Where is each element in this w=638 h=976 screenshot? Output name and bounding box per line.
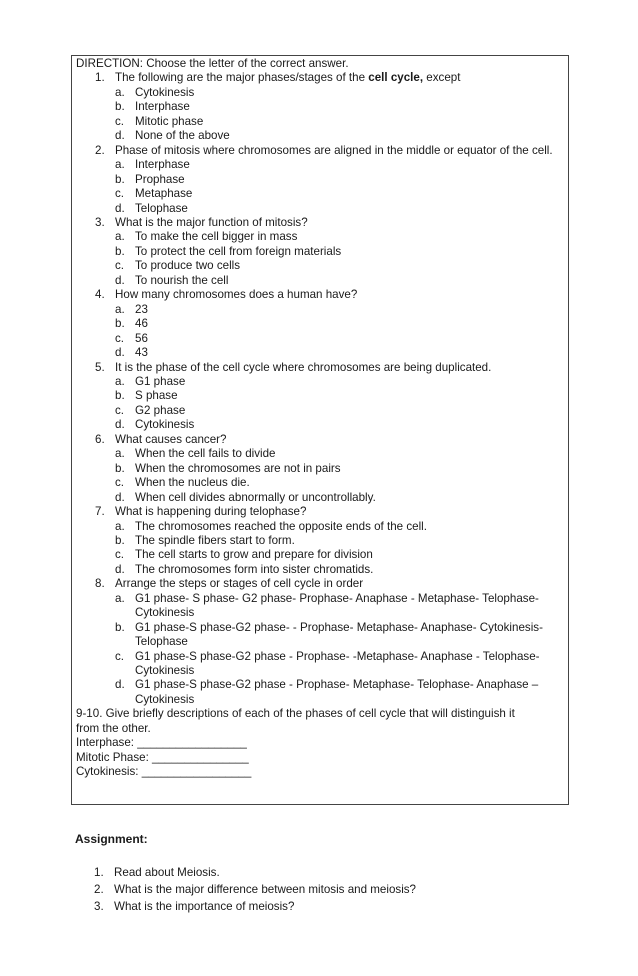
answer-option	[76, 389, 560, 403]
answer-option	[76, 274, 560, 288]
option-letter: d.	[115, 273, 125, 287]
option-letter: a.	[115, 158, 125, 172]
option-text: Cytokinesis	[135, 85, 195, 99]
question-text	[115, 505, 560, 519]
answer-option	[76, 621, 560, 650]
question-number: 7.	[95, 505, 105, 519]
question-1	[76, 71, 560, 85]
assignment-item-number: 2.	[94, 883, 104, 896]
question-text	[115, 288, 560, 302]
answer-option	[76, 158, 560, 172]
option-text: To nourish the cell	[135, 273, 229, 287]
answer-option	[76, 202, 560, 216]
mitotic-answer-line: Mitotic Phase: _______________	[76, 750, 249, 764]
option-text: The spindle fibers start to form.	[135, 533, 295, 547]
option-letter: b.	[115, 317, 125, 331]
option-text: 56	[135, 331, 148, 345]
answer-option	[76, 375, 560, 389]
option-letter: d.	[115, 562, 125, 576]
option-text: Cytokinesis	[135, 418, 195, 432]
option-letter: c.	[115, 476, 125, 490]
question-text-main: What causes cancer?	[115, 432, 227, 446]
answer-option	[76, 100, 560, 114]
answer-option	[76, 129, 560, 143]
assignment-item-number: 3.	[94, 900, 104, 913]
option-letter: d.	[115, 201, 125, 215]
question-6	[76, 433, 560, 447]
question-text	[115, 433, 560, 447]
question-number: 6.	[95, 432, 105, 446]
option-letter: c.	[115, 259, 125, 273]
question-text-main: What is happening during telophase?	[115, 505, 307, 519]
answer-option	[76, 86, 560, 100]
question-5	[76, 361, 560, 375]
option-text: G1 phase-S phase-G2 phase - Prophase- -Metaphase- Anaphase - Telophase- Cytokinesis	[135, 649, 540, 678]
answer-option	[76, 678, 560, 707]
question-7	[76, 505, 560, 519]
option-text: Prophase	[135, 172, 185, 186]
option-letter: c.	[115, 331, 125, 345]
question-text	[115, 361, 560, 375]
option-text: Interphase	[135, 100, 190, 114]
answer-option	[76, 447, 560, 461]
question-text	[115, 144, 560, 158]
question-text-main: Arrange the steps or stages of cell cycle in order	[115, 577, 364, 591]
assignment-item-text: What is the major difference between mitosis and meiosis?	[114, 883, 417, 896]
option-letter: a.	[115, 591, 125, 605]
option-text: G1 phase-S phase-G2 phase - Prophase- Metaphase- Telophase- Anaphase –Cytokinesis	[135, 678, 539, 706]
option-letter: c.	[115, 114, 125, 128]
option-text: G1 phase-S phase-G2 phase- - Prophase- Metaphase- Anaphase- Cytokinesis- Telophase	[135, 620, 543, 649]
question-text	[115, 577, 560, 591]
option-letter: b.	[115, 244, 125, 258]
option-text: G1 phase- S phase- G2 phase- Prophase- Anaphase - Metaphase- Telophase- Cytokinesis	[135, 591, 539, 620]
question-number: 4.	[95, 288, 105, 302]
answer-option	[76, 404, 560, 418]
answer-option	[76, 230, 560, 244]
option-text: To make the cell bigger in mass	[135, 230, 298, 244]
option-text: 43	[135, 346, 148, 360]
question-number: 3.	[95, 215, 105, 229]
option-text: Interphase	[135, 158, 190, 172]
question-number: 5.	[95, 360, 105, 374]
answer-option	[76, 418, 560, 432]
option-text: S phase	[135, 389, 178, 403]
assignment-item-text: Read about Meiosis.	[114, 866, 220, 879]
question-text-main: Phase of mitosis where chromosomes are aligned in the middle or equator of the cell.	[115, 143, 553, 157]
answer-option	[76, 115, 560, 129]
option-text: Metaphase	[135, 187, 193, 201]
option-letter: c.	[115, 403, 125, 417]
option-letter: b.	[115, 100, 125, 114]
question-text-main: It is the phase of the cell cycle where chromosomes are being duplicated.	[115, 360, 492, 374]
option-letter: a.	[115, 519, 125, 533]
option-text: The chromosomes form into sister chromatids.	[135, 562, 374, 576]
question-list	[76, 71, 560, 707]
answer-option	[76, 259, 560, 273]
question-number: 8.	[95, 577, 105, 591]
assignment-item-text: What is the importance of meiosis?	[114, 900, 295, 913]
option-text: The chromosomes reached the opposite ends of the cell.	[135, 519, 427, 533]
assignment-title: Assignment:	[75, 832, 148, 846]
option-text: Mitotic phase	[135, 114, 204, 128]
option-text: To produce two cells	[135, 259, 241, 273]
question-text-suffix: except	[423, 71, 461, 85]
option-letter: d.	[115, 129, 125, 143]
option-letter: d.	[115, 418, 125, 432]
option-text: When cell divides abnormally or uncontrollably.	[135, 490, 376, 504]
option-letter: a.	[115, 302, 125, 316]
assignment-item	[75, 881, 565, 898]
answer-option	[76, 491, 560, 505]
question-number: 1.	[95, 71, 105, 85]
option-letter: a.	[115, 230, 125, 244]
answer-option	[76, 563, 560, 577]
interphase-answer-line: Interphase: _________________	[76, 736, 247, 750]
answer-option	[76, 534, 560, 548]
option-letter: b.	[115, 533, 125, 547]
option-letter: d.	[115, 346, 125, 360]
option-letter: c.	[115, 649, 125, 663]
answer-option	[76, 476, 560, 490]
option-text: None of the above	[135, 129, 230, 143]
option-text: When the nucleus die.	[135, 476, 250, 490]
assignment-item-number: 1.	[94, 866, 104, 879]
answer-option	[76, 303, 560, 317]
option-text: 46	[135, 317, 148, 331]
option-text: To protect the cell from foreign materials	[135, 244, 342, 258]
answer-option	[76, 592, 560, 621]
question-text	[115, 216, 560, 230]
question-text-main: The following are the major phases/stages of the	[115, 71, 369, 85]
option-text: When the cell fails to divide	[135, 447, 276, 461]
question-2	[76, 144, 560, 158]
q910-line2: from the other.	[76, 721, 151, 735]
question-3	[76, 216, 560, 230]
option-letter: b.	[115, 461, 125, 475]
answer-option	[76, 548, 560, 562]
option-letter: a.	[115, 374, 125, 388]
option-letter: a.	[115, 447, 125, 461]
option-text: The cell starts to grow and prepare for division	[135, 548, 373, 562]
option-letter: d.	[115, 678, 125, 692]
answer-option	[76, 332, 560, 346]
option-text: G1 phase	[135, 374, 186, 388]
answer-option	[76, 187, 560, 201]
assignment-section	[75, 832, 565, 915]
option-letter: a.	[115, 85, 125, 99]
q910-line1: 9-10. Give briefly descriptions of each of the phases of cell cycle that will distinguish it	[76, 707, 515, 721]
cytokinesis-answer-line: Cytokinesis: _________________	[76, 765, 252, 779]
question-4	[76, 288, 560, 302]
assignment-item	[75, 898, 565, 915]
question-text-main: How many chromosomes does a human have?	[115, 288, 358, 302]
answer-option	[76, 245, 560, 259]
option-text: When the chromosomes are not in pairs	[135, 461, 341, 475]
option-text: Telophase	[135, 201, 188, 215]
option-letter: c.	[115, 548, 125, 562]
question-8	[76, 577, 560, 591]
option-letter: b.	[115, 389, 125, 403]
assignment-item	[75, 864, 565, 881]
answer-option	[76, 462, 560, 476]
question-text-main: What is the major function of mitosis?	[115, 215, 308, 229]
option-letter: c.	[115, 187, 125, 201]
answer-option	[76, 317, 560, 331]
question-text	[115, 71, 560, 85]
question-number: 2.	[95, 143, 105, 157]
answer-option	[76, 173, 560, 187]
option-letter: d.	[115, 490, 125, 504]
option-letter: b.	[115, 620, 125, 634]
option-letter: b.	[115, 172, 125, 186]
question-text-bold: cell cycle,	[368, 71, 424, 85]
quiz-box	[71, 55, 569, 805]
answer-option	[76, 346, 560, 360]
answer-option	[76, 650, 560, 679]
option-text: G2 phase	[135, 403, 186, 417]
direction-text: DIRECTION: Choose the letter of the correct answer.	[76, 57, 349, 70]
option-text: 23	[135, 302, 148, 316]
answer-option	[76, 520, 560, 534]
